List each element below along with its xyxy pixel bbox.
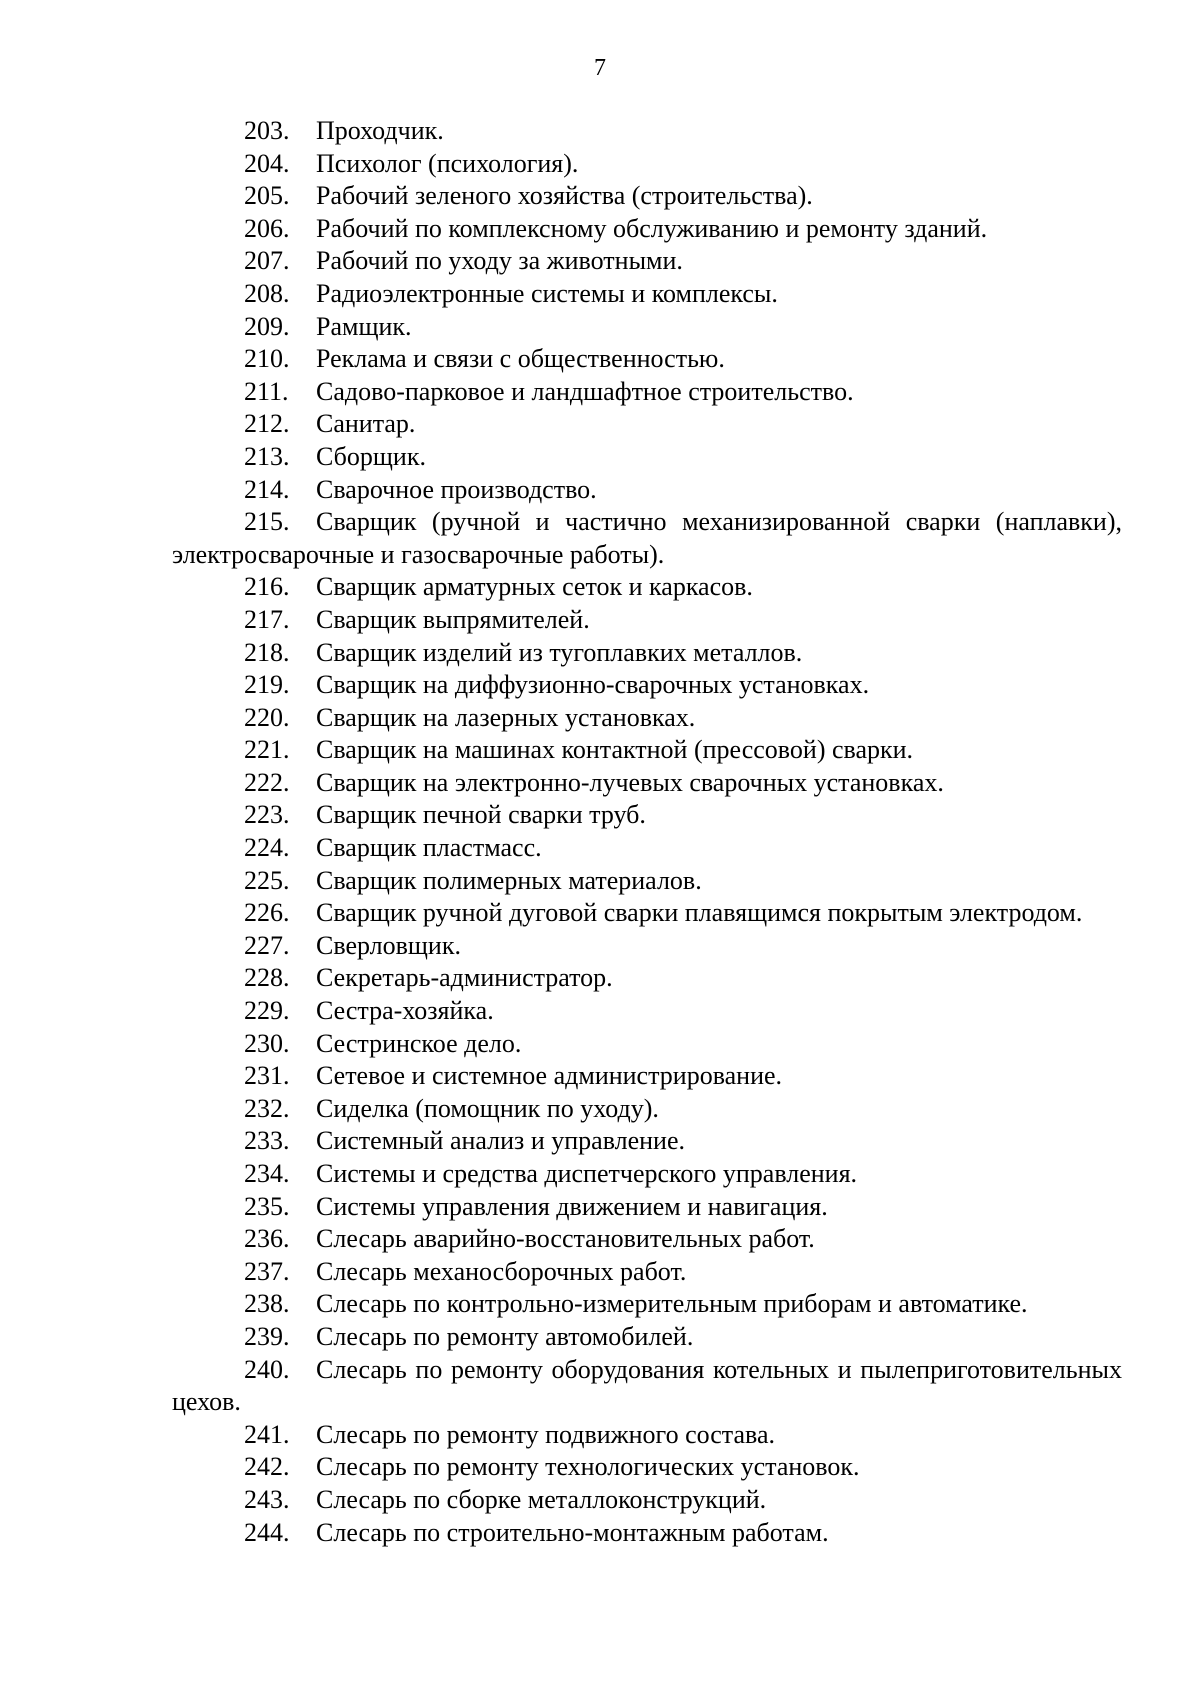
item-text: Слесарь по ремонту оборудования котельных и пылеприготовительных цехов. xyxy=(172,1354,1122,1417)
list-item xyxy=(172,734,1122,767)
item-number: 220. xyxy=(244,702,290,732)
list-item xyxy=(172,1158,1122,1191)
item-text: Рабочий по комплексному обслуживанию и ремонту зданий. xyxy=(316,213,988,243)
item-text: Слесарь аварийно-восстановительных работ. xyxy=(316,1224,815,1254)
list-item xyxy=(172,637,1122,670)
list-item xyxy=(172,832,1122,865)
list-item xyxy=(172,245,1122,278)
item-number: 234. xyxy=(244,1159,290,1188)
list-item xyxy=(172,1223,1122,1256)
item-number: 233. xyxy=(244,1126,290,1156)
item-number: 231. xyxy=(244,1061,290,1091)
list-item xyxy=(172,506,1122,571)
item-number: 227. xyxy=(244,930,290,960)
list-item xyxy=(172,1419,1122,1452)
item-number: 216. xyxy=(244,572,290,602)
list-item xyxy=(172,865,1122,898)
item-number: 211. xyxy=(244,376,289,406)
item-number: 239. xyxy=(244,1321,290,1351)
item-text: Сварщик изделий из тугоплавких металлов. xyxy=(316,637,803,667)
list-item xyxy=(172,702,1122,735)
item-text: Садово-парковое и ландшафтное строительство. xyxy=(316,376,854,406)
page-number: 7 xyxy=(594,55,606,81)
item-number: 224. xyxy=(244,833,290,863)
item-text: Слесарь по ремонту технологических установок. xyxy=(316,1452,860,1482)
item-text: Санитар. xyxy=(316,409,416,439)
item-number: 226. xyxy=(244,898,290,928)
list-item xyxy=(172,1288,1122,1321)
item-number: 222. xyxy=(244,767,290,797)
list-item xyxy=(172,408,1122,441)
item-number: 215. xyxy=(244,507,290,537)
item-number: 212. xyxy=(244,409,290,439)
item-text: Сварщик арматурных сеток и каркасов. xyxy=(316,572,753,602)
item-number: 206. xyxy=(244,213,290,243)
item-text: Сестринское дело. xyxy=(316,1028,522,1058)
item-text: Слесарь по ремонту подвижного состава. xyxy=(316,1419,775,1449)
list-item xyxy=(172,1093,1122,1126)
item-number: 238. xyxy=(244,1289,290,1319)
item-text: Рабочий по уходу за животными. xyxy=(316,246,683,276)
profession-list xyxy=(172,115,1122,1549)
item-text: Сиделка (помощник по уходу). xyxy=(316,1093,659,1123)
item-number: 244. xyxy=(244,1517,290,1547)
item-number: 208. xyxy=(244,278,290,308)
item-number: 205. xyxy=(244,181,290,211)
list-item xyxy=(172,148,1122,181)
item-text: Сварщик (ручной и частично механизированной сварки (наплавки), электросварочные и газосварочные работы). xyxy=(172,507,1122,569)
list-item xyxy=(172,311,1122,344)
list-item xyxy=(172,1484,1122,1517)
list-item xyxy=(172,1060,1122,1093)
list-item xyxy=(172,604,1122,637)
item-number: 236. xyxy=(244,1224,290,1254)
item-text: Сборщик. xyxy=(316,441,426,471)
item-text: Радиоэлектронные системы и комплексы. xyxy=(316,278,778,308)
item-text: Сварщик ручной дуговой сварки плавящимся покрытым электродом. xyxy=(316,898,1083,928)
list-item xyxy=(172,213,1122,246)
list-item xyxy=(172,1451,1122,1484)
item-text: Системы и средства диспетчерского управления. xyxy=(316,1159,858,1188)
item-text: Сварщик полимерных материалов. xyxy=(316,865,702,895)
item-number: 225. xyxy=(244,865,290,895)
list-item xyxy=(172,1354,1122,1419)
item-text: Сварщик печной сварки труб. xyxy=(316,800,646,830)
item-text: Сетевое и системное администрирование. xyxy=(316,1061,783,1091)
item-number: 235. xyxy=(244,1191,290,1221)
item-text: Реклама и связи с общественностью. xyxy=(316,344,725,374)
item-text: Сварщик на электронно-лучевых сварочных установках. xyxy=(316,767,944,797)
item-text: Сварщик на машинах контактной (прессовой) сварки. xyxy=(316,735,914,765)
item-text: Слесарь по контрольно-измерительным приборам и автоматике. xyxy=(316,1289,1028,1319)
item-number: 230. xyxy=(244,1028,290,1058)
list-item xyxy=(172,995,1122,1028)
item-text: Сварщик на диффузионно-сварочных установках. xyxy=(316,670,870,700)
item-number: 214. xyxy=(244,474,290,504)
list-item xyxy=(172,115,1122,148)
list-item xyxy=(172,930,1122,963)
list-item xyxy=(172,962,1122,995)
list-item xyxy=(172,1321,1122,1354)
item-text: Системы управления движением и навигация. xyxy=(316,1191,828,1221)
item-text: Сварочное производство. xyxy=(316,474,597,504)
item-number: 218. xyxy=(244,637,290,667)
item-number: 207. xyxy=(244,246,290,276)
list-item xyxy=(172,1191,1122,1224)
item-text: Сварщик на лазерных установках. xyxy=(316,702,696,732)
item-text: Рамщик. xyxy=(316,311,412,341)
list-item xyxy=(172,278,1122,311)
item-number: 223. xyxy=(244,800,290,830)
list-item xyxy=(172,180,1122,213)
item-number: 240. xyxy=(244,1354,290,1384)
item-text: Сверловщик. xyxy=(316,930,461,960)
list-item xyxy=(172,376,1122,409)
item-number: 228. xyxy=(244,963,290,993)
item-text: Проходчик. xyxy=(316,116,444,145)
item-text: Слесарь по сборке металлоконструкций. xyxy=(316,1484,767,1514)
list-item xyxy=(172,799,1122,832)
list-item xyxy=(172,441,1122,474)
list-item xyxy=(172,474,1122,507)
item-number: 213. xyxy=(244,441,290,471)
list-item xyxy=(172,767,1122,800)
item-number: 203. xyxy=(244,116,290,145)
item-text: Слесарь по ремонту автомобилей. xyxy=(316,1321,694,1351)
item-text: Сварщик пластмасс. xyxy=(316,833,542,863)
list-item xyxy=(172,1517,1122,1550)
list-item xyxy=(172,343,1122,376)
item-text: Сварщик выпрямителей. xyxy=(316,604,590,634)
list-item xyxy=(172,669,1122,702)
list-item xyxy=(172,571,1122,604)
item-number: 221. xyxy=(244,735,290,765)
item-number: 243. xyxy=(244,1484,290,1514)
item-text: Психолог (психология). xyxy=(316,148,579,178)
item-text: Системный анализ и управление. xyxy=(316,1126,686,1156)
item-number: 209. xyxy=(244,311,290,341)
item-text: Слесарь по строительно-монтажным работам. xyxy=(316,1517,829,1547)
list-item xyxy=(172,1028,1122,1061)
item-number: 232. xyxy=(244,1093,290,1123)
item-number: 229. xyxy=(244,996,290,1026)
item-number: 219. xyxy=(244,670,290,700)
list-item xyxy=(172,897,1122,930)
item-number: 237. xyxy=(244,1256,290,1286)
list-item xyxy=(172,1256,1122,1289)
item-number: 241. xyxy=(244,1419,290,1449)
item-number: 204. xyxy=(244,148,290,178)
list-item xyxy=(172,1125,1122,1158)
item-number: 217. xyxy=(244,604,290,634)
item-number: 242. xyxy=(244,1452,290,1482)
item-text: Секретарь-администратор. xyxy=(316,963,613,993)
item-number: 210. xyxy=(244,344,290,374)
item-text: Сестра-хозяйка. xyxy=(316,996,494,1026)
item-text: Рабочий зеленого хозяйства (строительства). xyxy=(316,181,813,211)
item-text: Слесарь механосборочных работ. xyxy=(316,1256,687,1286)
